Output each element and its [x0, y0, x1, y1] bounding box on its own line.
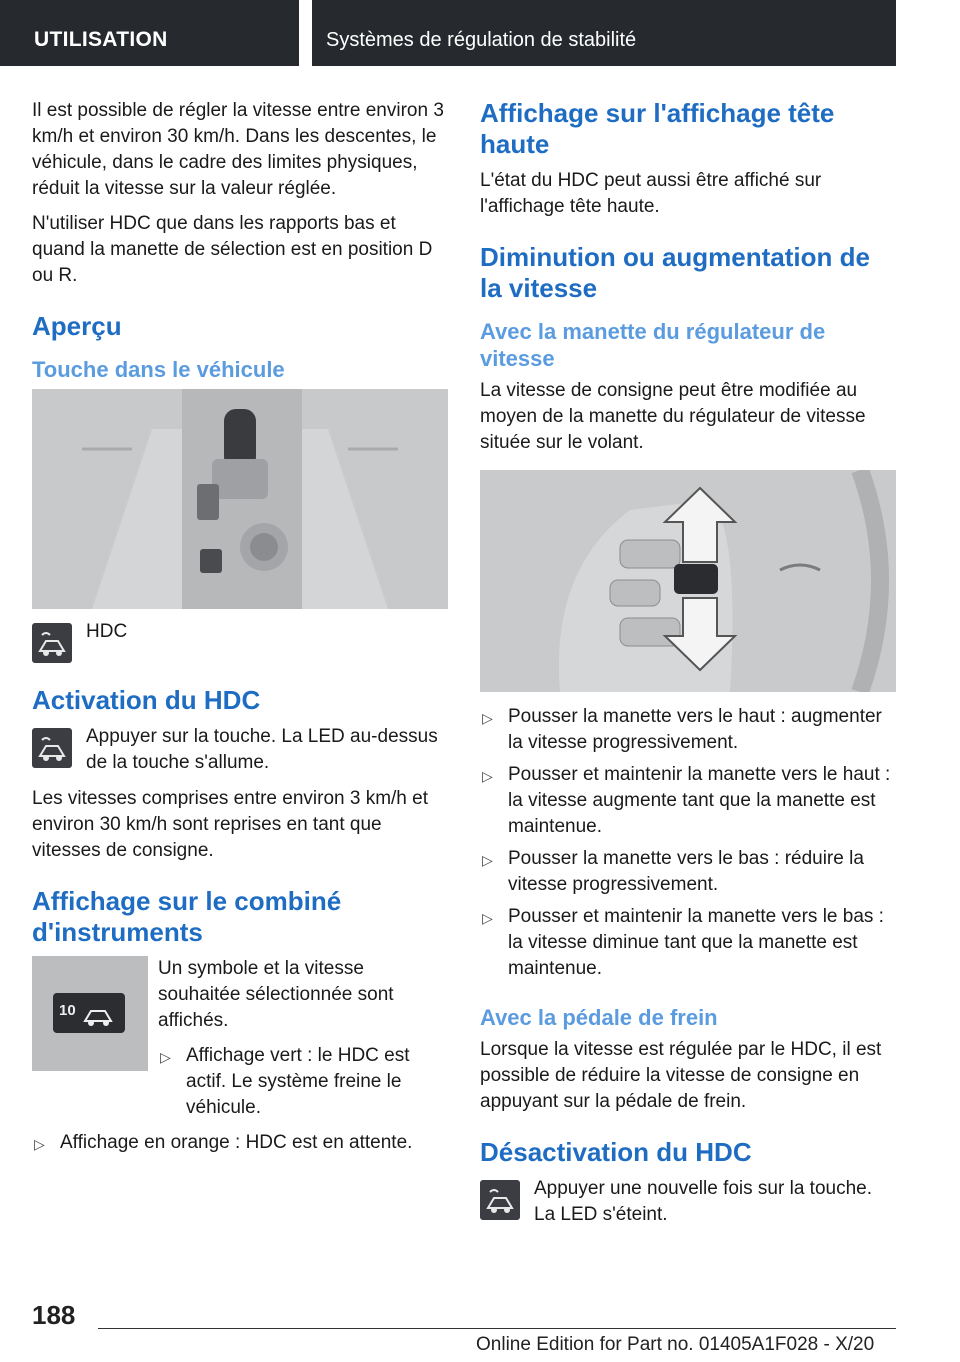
hdc-label: HDC: [86, 621, 128, 642]
deactivation-heading: Désactivation du HDC: [480, 1137, 752, 1167]
page-number: 188: [32, 1300, 76, 1330]
overview-heading: Aperçu: [32, 311, 122, 341]
list-item: ▷ Affichage en orange : HDC est en attente.: [32, 1130, 448, 1156]
cluster-speed-value: 10: [59, 1002, 76, 1019]
button-subheading: Touche dans le véhicule: [32, 357, 285, 382]
bullet-triangle-icon: ▷: [160, 1049, 171, 1065]
section-tab: UTILISATION: [0, 0, 299, 66]
bullet-triangle-icon: ▷: [34, 1136, 45, 1152]
intro-paragraph-1: Il est possible de régler la vitesse entre environ 3 km/h et environ 30 km/h. Dans les descentes, le véhicule, dans le cadre des limites physiques, réduit la vitesse sur la valeur réglée.: [32, 100, 444, 199]
hdc-button-icon: [32, 728, 72, 768]
cluster-display-image: [32, 956, 148, 1071]
left-column: [32, 98, 448, 1165]
deactivation-instruction: [480, 1176, 896, 1228]
hdc-button-icon: [480, 1180, 520, 1220]
hdc-cluster-symbol: [53, 993, 125, 1033]
list-item: ▷ Pousser la manette vers le bas : réduire la vitesse progressivement.: [482, 848, 864, 895]
activation-speeds-text: Les vitesses comprises entre environ 3 km/h et environ 30 km/h sont reprises en tant que vitesses de consigne.: [32, 788, 429, 861]
activation-text: Appuyer sur la touche. La LED au-dessus de la touche s'allume.: [86, 726, 438, 773]
list-item: ▷ Affichage vert : le HDC est actif. Le système freine le véhicule.: [160, 1045, 410, 1118]
deactivation-text: Appuyer une nouvelle fois sur la touche. La LED s'éteint.: [534, 1178, 872, 1225]
footer-edition: Online Edition for Part no. 01405A1F028 - X/20: [476, 1334, 875, 1355]
list-item: ▷ Pousser et maintenir la manette vers le bas : la vitesse diminue tant que la manette est maintenue.: [482, 906, 884, 979]
hdc-button-icon: [32, 623, 72, 663]
right-column: [480, 98, 896, 1238]
cluster-text: Un symbole et la vitesse souhaitée sélectionnée sont affichés.: [158, 958, 394, 1031]
activation-heading: Activation du HDC: [32, 685, 261, 715]
bullet-triangle-icon: ▷: [482, 910, 493, 926]
console-figure: [32, 389, 448, 609]
chapter-title: Systèmes de régulation de stabilité: [312, 0, 896, 66]
hud-heading: Affichage sur l'affichage tête haute: [480, 98, 835, 159]
list-item: ▷ Pousser et maintenir la manette vers le haut : la vitesse augmente tant que la manette est maintenue.: [482, 764, 891, 837]
speed-heading: Diminution ou augmentation de la vitesse: [480, 242, 870, 303]
lever-subheading: Avec la manette du régulateur de vitesse: [480, 319, 826, 371]
steering-wheel-figure: [480, 470, 896, 692]
cluster-list-a: [158, 1043, 448, 1121]
hud-text: L'état du HDC peut aussi être affiché sur l'affichage tête haute.: [480, 170, 822, 217]
brake-subheading: Avec la pédale de frein: [480, 1005, 718, 1030]
cluster-list-b: [32, 1130, 448, 1156]
cluster-heading: Affichage sur le combiné d'instruments: [32, 886, 342, 947]
bullet-triangle-icon: ▷: [482, 852, 493, 868]
center-console-illustration: [32, 389, 448, 609]
intro-paragraph-2: N'utiliser HDC que dans les rapports bas et quand la manette de sélection est en position D ou R.: [32, 213, 433, 286]
footer-divider: [98, 1328, 896, 1329]
page-header: [0, 0, 960, 66]
bullet-triangle-icon: ▷: [482, 768, 493, 784]
cluster-block: [32, 956, 448, 1130]
activation-instruction: [32, 724, 448, 776]
list-item: ▷ Pousser la manette vers le haut : augmenter la vitesse progressivement.: [482, 706, 882, 753]
brake-text: Lorsque la vitesse est régulée par le HDC, il est possible de réduire la vitesse de consigne en appuyant sur la pédale de frein.: [480, 1039, 882, 1112]
lever-list: [480, 704, 896, 982]
hdc-legend: [32, 619, 448, 663]
steering-wheel-illustration: [480, 470, 896, 692]
bullet-triangle-icon: ▷: [482, 710, 493, 726]
lever-text: La vitesse de consigne peut être modifiée au moyen de la manette du régulateur de vitesse située sur le volant.: [480, 380, 866, 453]
